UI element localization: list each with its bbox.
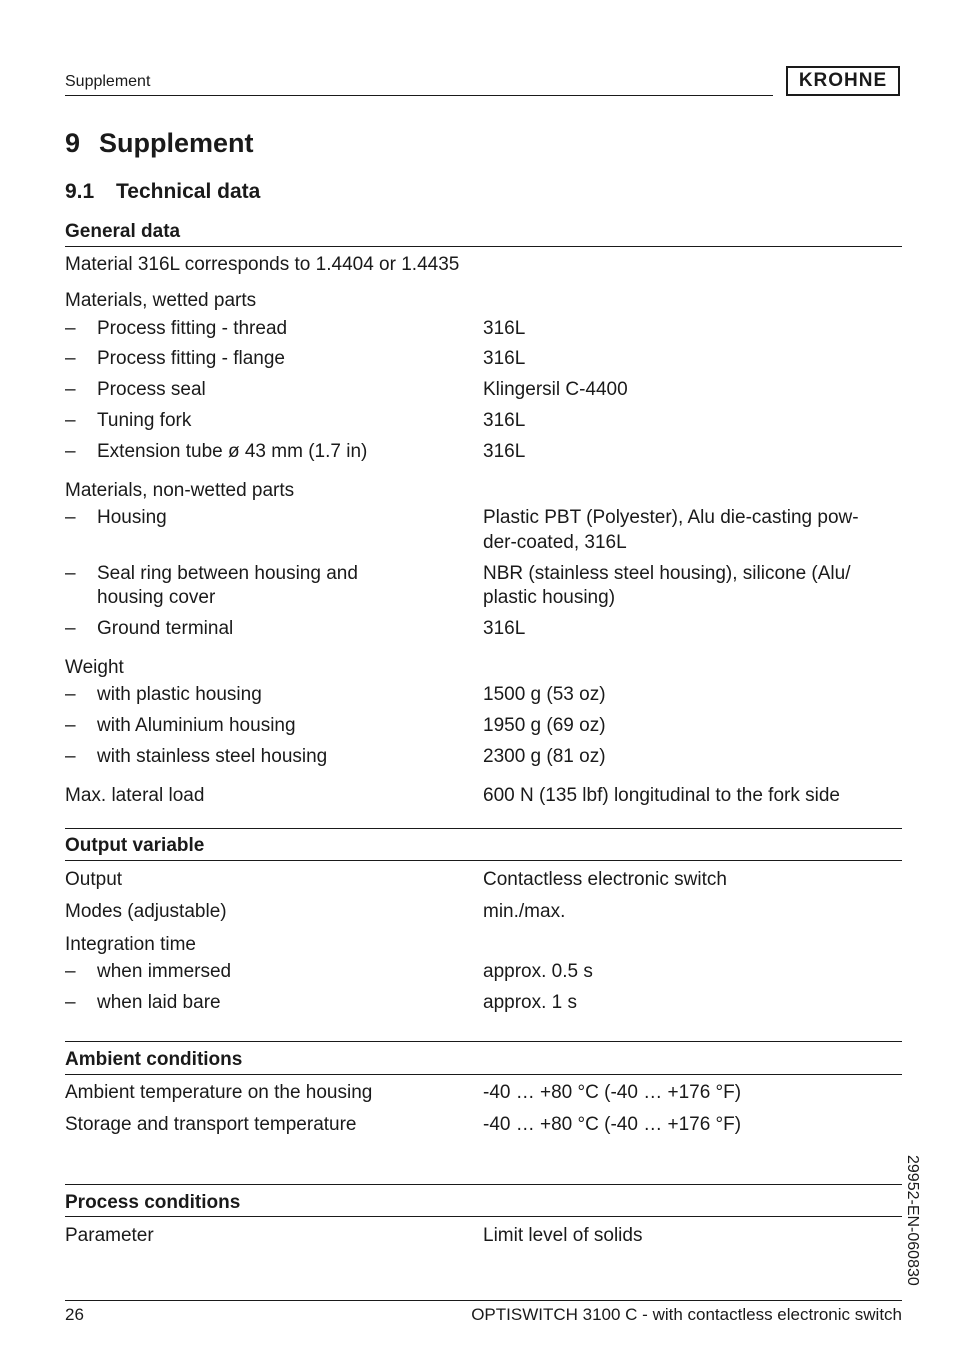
ground-terminal-label: Ground terminal [97,618,234,639]
seal-ring-value-line1: NBR (stainless steel housing), silicone (Alu/ [483,563,851,584]
section-title: Technical data [116,180,261,203]
weight-plastic-label: with plastic housing [97,684,262,705]
output-top-rule [65,828,902,829]
wetted-thread-label: Process fitting - thread [97,318,288,339]
chapter-number: 9 [65,128,81,158]
wetted-seal-value: Klingersil C-4400 [483,379,628,400]
list-dash: – [65,961,76,982]
storage-temp-label: Storage and transport temperature [65,1114,357,1135]
output-value: Contactless electronic switch [483,869,727,890]
ambient-temp-label: Ambient temperature on the housing [65,1082,373,1103]
housing-value-line1: Plastic PBT (Polyester), Alu die-casting pow- [483,507,859,528]
ambient-conditions-title: Ambient conditions [65,1049,243,1070]
list-dash: – [65,715,76,736]
wetted-seal-label: Process seal [97,379,206,400]
chapter-title: Supplement [99,128,254,158]
process-conditions-title: Process conditions [65,1192,241,1213]
immersed-value: approx. 0.5 s [483,961,593,982]
page-number: 26 [65,1305,84,1324]
general-data-title: General data [65,221,181,242]
modes-label: Modes (adjustable) [65,901,227,922]
list-dash: – [65,684,76,705]
wetted-fork-value: 316L [483,410,526,431]
weight-aluminium-value: 1950 g (69 oz) [483,715,606,736]
process-conditions-rule [65,1216,902,1217]
wetted-tube-value: 316L [483,441,526,462]
integration-time-label: Integration time [65,934,196,955]
section-heading [65,180,260,204]
output-variable-rule [65,860,902,861]
ground-terminal-value: 316L [483,618,526,639]
document-code: 29952-EN-060830 [904,1155,921,1286]
laid-bare-label: when laid bare [97,992,221,1013]
storage-temp-value: -40 … +80 °C (-40 … +176 °F) [483,1114,742,1135]
wetted-parts-label: Materials, wetted parts [65,290,257,311]
weight-stainless-label: with stainless steel housing [97,746,328,767]
weight-plastic-value: 1500 g (53 oz) [483,684,606,705]
footer-rule [65,1300,902,1301]
parameter-label: Parameter [65,1225,154,1246]
parameter-value: Limit level of solids [483,1225,643,1246]
krohne-logo: KROHNE [786,66,900,96]
running-header: Supplement [65,73,151,90]
modes-value: min./max. [483,901,566,922]
output-label: Output [65,869,123,890]
footer-title: OPTISWITCH 3100 C - with contactless electronic switch [471,1305,902,1324]
wetted-fork-label: Tuning fork [97,410,192,431]
seal-ring-value-line2: plastic housing) [483,587,616,608]
lateral-load-label: Max. lateral load [65,785,205,806]
weight-label: Weight [65,657,124,678]
material-note: Material 316L corresponds to 1.4404 or 1.4435 [65,254,460,275]
list-dash: – [65,441,76,462]
process-top-rule [65,1184,902,1185]
list-dash: – [65,563,76,584]
weight-aluminium-label: with Aluminium housing [97,715,296,736]
chapter-heading [65,128,254,159]
lateral-load-value: 600 N (135 lbf) longitudinal to the fork side [483,785,840,806]
header-rule [65,95,773,96]
list-dash: – [65,992,76,1013]
list-dash: – [65,507,76,528]
general-data-rule [65,246,902,247]
ambient-conditions-rule [65,1074,902,1075]
list-dash: – [65,410,76,431]
list-dash: – [65,746,76,767]
weight-stainless-value: 2300 g (81 oz) [483,746,606,767]
seal-ring-label-line1: Seal ring between housing and [97,563,358,584]
ambient-top-rule [65,1041,902,1042]
section-number: 9.1 [65,180,95,203]
housing-value-line2: der-coated, 316L [483,532,627,553]
list-dash: – [65,379,76,400]
list-dash: – [65,618,76,639]
wetted-tube-label: Extension tube ø 43 mm (1.7 in) [97,441,368,462]
wetted-thread-value: 316L [483,318,526,339]
output-variable-title: Output variable [65,835,205,856]
housing-label: Housing [97,507,167,528]
nonwetted-parts-label: Materials, non-wetted parts [65,480,295,501]
list-dash: – [65,348,76,369]
ambient-temp-value: -40 … +80 °C (-40 … +176 °F) [483,1082,742,1103]
seal-ring-label-line2: housing cover [97,587,216,608]
laid-bare-value: approx. 1 s [483,992,577,1013]
wetted-flange-label: Process fitting - flange [97,348,285,369]
wetted-flange-value: 316L [483,348,526,369]
list-dash: – [65,318,76,339]
immersed-label: when immersed [97,961,232,982]
